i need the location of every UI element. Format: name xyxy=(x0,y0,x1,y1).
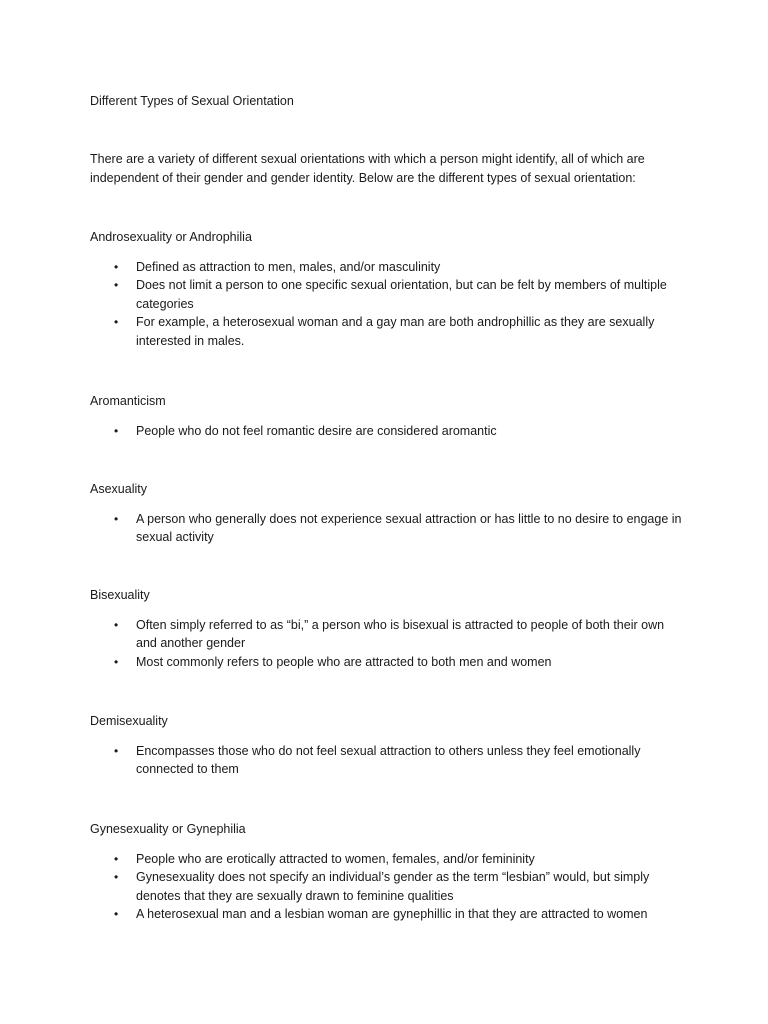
bullet-list xyxy=(90,258,690,351)
list-item xyxy=(90,905,684,924)
list-item xyxy=(90,850,684,869)
section-heading: Demisexuality xyxy=(90,714,168,728)
bullet-list xyxy=(90,422,690,441)
list-item-text: A heterosexual man and a lesbian woman are gynephillic in that they are attracted to women xyxy=(136,907,648,921)
bullet-icon: • xyxy=(114,617,119,632)
bullet-icon: • xyxy=(114,423,119,438)
bullet-icon: • xyxy=(114,851,119,866)
bullet-icon: • xyxy=(114,511,119,526)
bullet-icon: • xyxy=(114,315,119,329)
bullet-list xyxy=(90,616,690,672)
section-heading: Bisexuality xyxy=(90,588,150,602)
list-item xyxy=(90,868,684,905)
list-item xyxy=(90,653,684,672)
list-item-text: A person who generally does not experience sexual attraction or has little to no desire to engage in sexual activity xyxy=(136,511,682,544)
section-heading: Aromanticism xyxy=(90,394,166,408)
list-item-text: Gynesexuality does not specify an individual’s gender as the term “lesbian” would, but simply denotes that they are sexually drawn to feminine qualities xyxy=(136,870,650,903)
bullet-icon: • xyxy=(114,259,119,274)
bullet-list xyxy=(90,742,690,779)
section-asexuality xyxy=(90,480,690,547)
list-item-text: Does not limit a person to one specific sexual orientation, but can be felt by members of multiple categories xyxy=(136,278,667,311)
list-item-text: For example, a heterosexual woman and a gay man are both androphillic as they are sexually interested in males. xyxy=(136,315,655,348)
list-item xyxy=(90,742,684,779)
section-gynesexuality xyxy=(90,820,690,924)
bullet-list xyxy=(90,510,690,547)
section-bisexuality xyxy=(90,586,690,671)
list-item xyxy=(90,422,684,441)
list-item xyxy=(90,510,684,547)
bullet-icon: • xyxy=(114,743,119,758)
document-title: Different Types of Sexual Orientation xyxy=(90,94,294,108)
section-aromanticism xyxy=(90,392,690,440)
list-item xyxy=(90,276,684,313)
section-heading: Gynesexuality or Gynephilia xyxy=(90,822,246,836)
bullet-icon: • xyxy=(114,907,119,921)
list-item-text: People who are erotically attracted to women, females, and/or femininity xyxy=(136,851,535,866)
bullet-icon: • xyxy=(114,654,119,669)
intro-paragraph: There are a variety of different sexual orientations with which a person might identify, all of which are independent of their gender and gender identity. Below are the different types of sexual orientation: xyxy=(90,152,645,185)
bullet-list xyxy=(90,850,690,924)
section-demisexuality xyxy=(90,712,690,779)
list-item-text: Often simply referred to as “bi,” a person who is bisexual is attracted to people of both their own and another gender xyxy=(136,617,665,650)
section-heading: Androsexuality or Androphilia xyxy=(90,230,252,244)
list-item-text: Most commonly refers to people who are attracted to both men and women xyxy=(136,654,552,669)
section-androsexuality xyxy=(90,228,690,350)
list-item xyxy=(90,258,684,277)
bullet-icon: • xyxy=(114,278,119,292)
section-heading: Asexuality xyxy=(90,482,147,496)
list-item-text: People who do not feel romantic desire are considered aromantic xyxy=(136,423,497,438)
list-item xyxy=(90,313,684,350)
list-item-text: Defined as attraction to men, males, and/or masculinity xyxy=(136,259,441,274)
list-item xyxy=(90,616,684,653)
list-item-text: Encompasses those who do not feel sexual attraction to others unless they feel emotionally connected to them xyxy=(136,743,641,776)
bullet-icon: • xyxy=(114,870,119,884)
